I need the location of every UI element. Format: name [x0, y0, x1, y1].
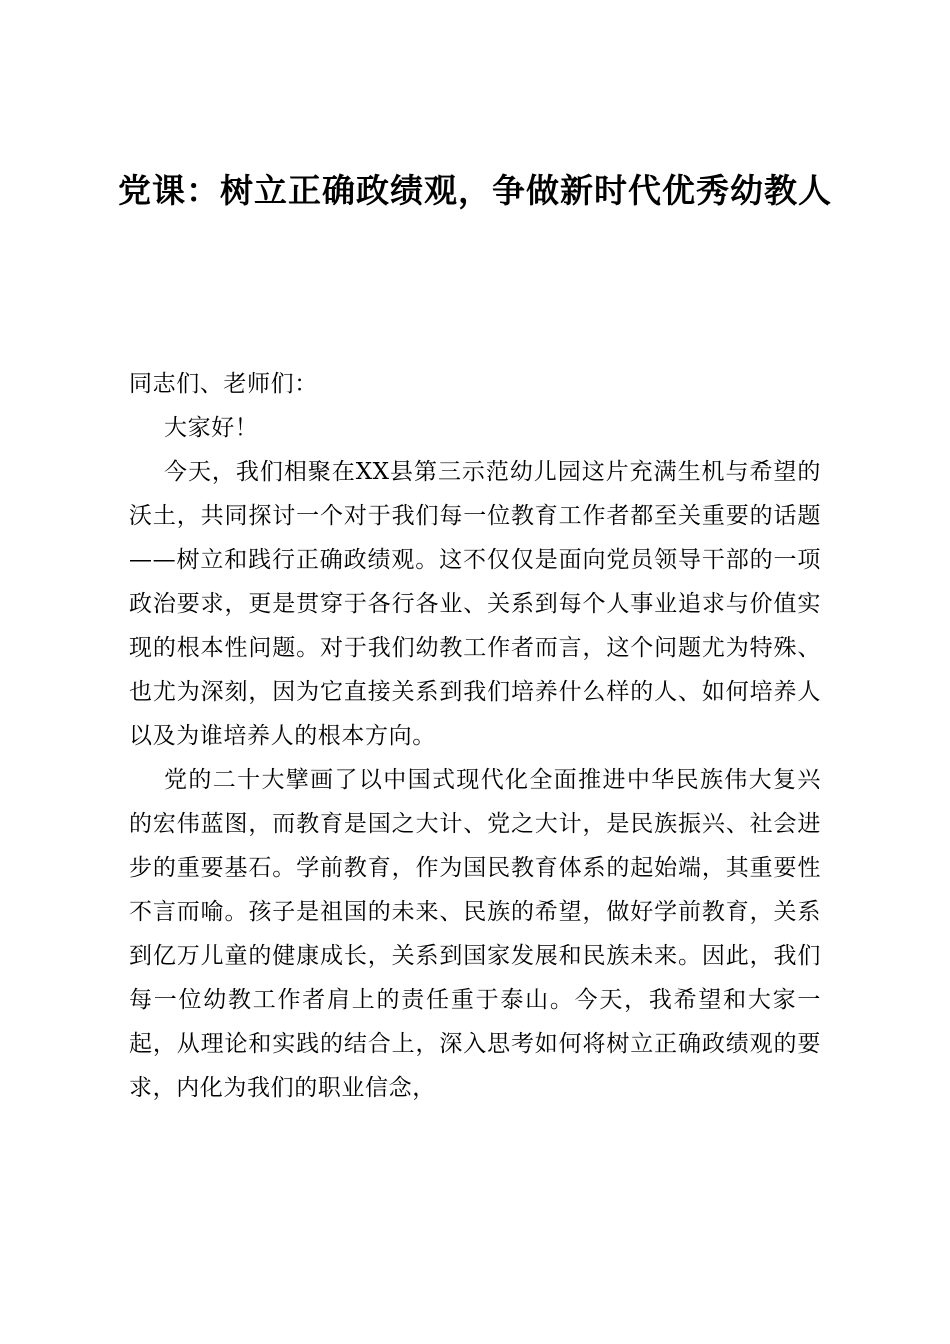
salutation: 同志们、老师们： [129, 371, 318, 397]
document-body [129, 362, 821, 1110]
paragraph: 党的二十大擘画了以中国式现代化全面推进中华民族伟大复兴的宏伟蓝图，而教育是国之大计、党之大计，是民族振兴、社会进步的重要基石。学前教育，作为国民教育体系的起始端，其重要性不言而喻。孩子是祖国的未来、民族的希望，做好学前教育，关系到亿万儿童的健康成长，关系到国家发展和民族未来。因此，我们每一位幼教工作者肩上的责任重于泰山。今天，我希望和大家一起，从理论和实践的结合上，深入思考如何将树立正确政绩观的要求，内化为我们的职业信念， [129, 767, 821, 1101]
greeting: 大家好！ [164, 415, 259, 441]
document-title: 党课：树立正确政绩观，争做新时代优秀幼教人 [118, 171, 832, 210]
paragraph: 今天，我们相聚在XX县第三示范幼儿园这片充满生机与希望的沃土，共同探讨一个对于我们每一位教育工作者都至关重要的话题——树立和践行正确政绩观。这不仅仅是面向党员领导干部的一项政治要求，更是贯穿于各行各业、关系到每个人事业追求与价值实现的根本性问题。对于我们幼教工作者而言，这个问题尤为特殊、也尤为深刻，因为它直接关系到我们培养什么样的人、如何培养人以及为谁培养人的根本方向。 [129, 459, 821, 749]
